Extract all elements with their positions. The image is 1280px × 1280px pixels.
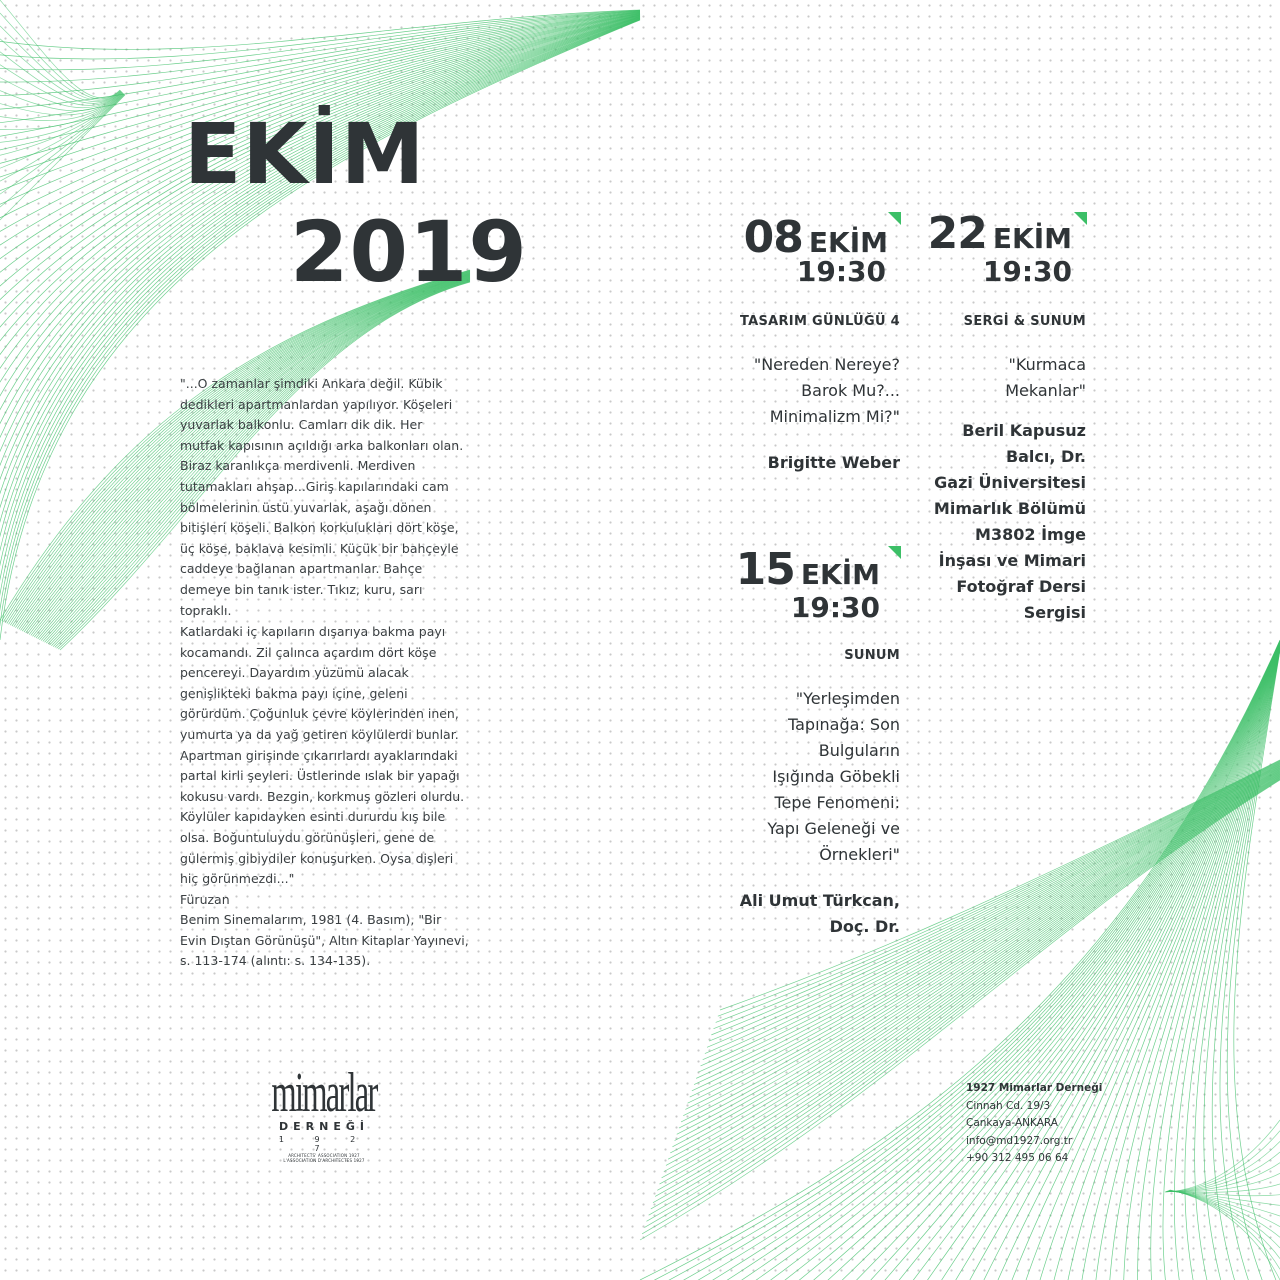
quote-paragraph-1: "...O zamanlar şimdiki Ankara değil. Kübik dedikleri apartmanlardan yapılıyor. Köşeleri yuvarlak balkonlu. Camları dik dik. Her mutfak kapısının açıldığı arka balkonları olan. Biraz karanlıkça merdivenli. Merdiven tutamakları ahşap...Giriş kapılarındaki cam bölmelerinin üstü yuvarlak, aşağı dönen bitişleri köşeli. Balkon korkulukları dört köşe, üç köşe, baklava kesimli. Küçük bir bahçeyle caddeye bağlanan apartmanlar. Bahçe demeye bin tanık ister. Tıkız, kuru, sarı topraklı. <box>180 376 464 618</box>
logo-french-line: L'ASSOCIATION D'ARCHITECTES 1927 <box>283 1158 365 1164</box>
event-1-talk-title: "Nereden Nereye? Barok Mu?... Minimalizm Mi?" <box>753 355 900 426</box>
event-1-corner-triangle-icon <box>888 212 901 225</box>
contact-block <box>966 1080 1102 1168</box>
event-3-corner-triangle-icon <box>888 546 901 559</box>
contact-city: Çankaya-ANKARA <box>966 1117 1058 1129</box>
quote-paragraph-2: Katlardaki iç kapıların dışarıya bakma payı kocamandı. Zil çalınca açardım dört köşe pencereyi. Dayardım yüzümü alacak genişlikteki bakma payı içine, geleni görürdüm. Çoğunluk çevre köylerinden inen, yumurta ya da yağ getiren köylülerdi bunlar. Apartman girişinde çıkarırlardı ayaklarındaki partal kirli şeyleri. Üstlerinde ıslak bir yapağı kokusu vardı. Bezgin, korkmuş gözleri olurdu. Köylüler kapıdayken esinti dururdu kış bile olsa. Boğuntuluydu görünüşleri, gene de gülermiş gibiydiler konuşurken. Oysa dişleri hiç görünmezdi..." <box>180 624 465 887</box>
event-1-month: EKİM <box>808 226 888 259</box>
event-3-speaker: Ali Umut Türkcan, Doç. Dr. <box>739 891 900 936</box>
event-3-talk-title: "Yerleşimden Tapınağa: Son Bulguların Işığında Göbekli Tepe Fenomeni: Yapı Geleneği ve Örnekleri" <box>767 689 900 864</box>
event-3-category: SUNUM <box>844 648 900 663</box>
logo-english-line: ARCHITECTS' ASSOCIATION 1927 <box>288 1153 360 1159</box>
event-1-time: 19:30 <box>796 255 886 288</box>
event-2-date <box>927 208 1072 259</box>
quote-author: Füruzan <box>180 892 230 907</box>
event-2-category: SERGİ & SUNUM <box>963 314 1086 329</box>
contact-email[interactable]: info@md1927.org.tr <box>966 1134 1073 1147</box>
event-3-month: EKİM <box>800 558 880 591</box>
logo-wordmark: mimarlar <box>271 1062 377 1124</box>
title-year: 2019 <box>290 203 528 301</box>
title-month: EKİM <box>184 105 426 203</box>
contact-street: Cinnah Cd. 19/3 <box>966 1099 1051 1112</box>
event-2-month: EKİM <box>992 222 1072 255</box>
contact-phone[interactable]: +90 312 495 06 64 <box>966 1152 1069 1164</box>
logo-subtitle: DERNEĞİ <box>279 1120 369 1134</box>
logo-year: 1 9 2 7 <box>278 1135 370 1154</box>
event-2-day: 22 <box>927 208 987 259</box>
event-2-corner-triangle-icon <box>1074 212 1087 225</box>
event-1-day: 08 <box>743 212 803 263</box>
event-2-talk-title: "Kurmaca Mekanlar" <box>1005 355 1086 400</box>
event-3-time: 19:30 <box>790 591 880 624</box>
event-1-speaker: Brigitte Weber <box>767 453 900 472</box>
event-2-speaker: Beril Kapusuz Balcı, Dr. Gazi Üniversitesi Mimarlık Bölümü M3802 İmge İnşası ve Mimari Fotoğraf Dersi Sergisi <box>933 421 1086 622</box>
event-1-date <box>743 212 888 263</box>
event-1-category: TASARIM GÜNLÜĞÜ 4 <box>739 314 900 329</box>
mimarlar-dernegi-logo <box>262 1062 386 1164</box>
contact-organization: 1927 Mimarlar Derneği <box>966 1082 1103 1094</box>
event-3-day: 15 <box>735 544 795 595</box>
quote-source: Benim Sinemalarım, 1981 (4. Basım), "Bir Evin Dıştan Görünüşü", Altın Kitaplar Yayınevi, s. 113-174 (alıntı: s. 134-135). <box>180 912 469 969</box>
event-3-date <box>735 544 880 595</box>
event-2-time: 19:30 <box>982 255 1072 288</box>
